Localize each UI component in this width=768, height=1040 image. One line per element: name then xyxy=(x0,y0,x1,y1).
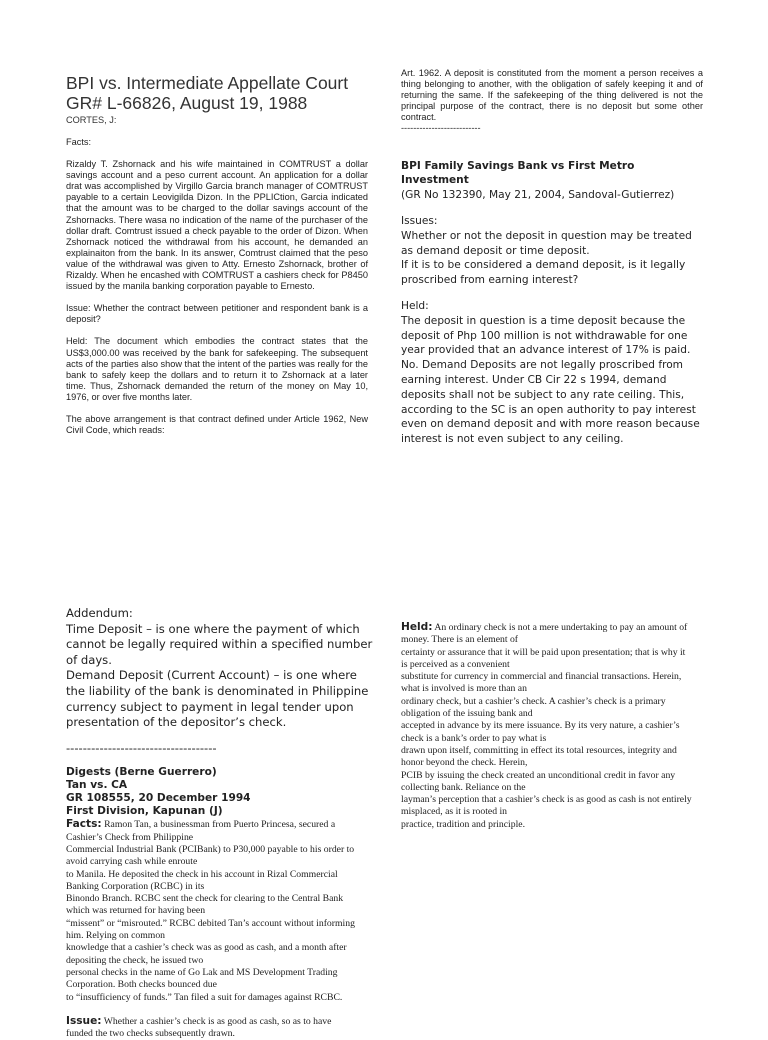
held-line: obligation of the issuing bank and xyxy=(401,708,533,720)
case-title-line2: GR# L-66826, August 19, 1988 xyxy=(66,93,308,113)
held-paragraph: The deposit in question is a time deposit because the deposit of Php 100 million is not withdrawable for one year provided that an advance interest of 17% is paid. No. Demand Deposits are not legally proscribed from earning interest. Under CB Cir 22 s 1994, demand deposits shall not be subject to any rate ceiling. This, according to the SC is an open authority to pay interest even on demand deposit and with more reason because interest is not even subject to any ceiling. xyxy=(401,314,700,446)
held-line: is perceived as a convenient xyxy=(401,658,510,670)
time-deposit-definition: Time Deposit – is one where the payment of which cannot be legally required within a specified number of days. xyxy=(66,621,373,667)
demand-deposit-definition: Demand Deposit (Current Account) – is one where the liability of the bank is denominated in Philippine currency subject to payment in legal tender upon presentation of the depositor’s check. xyxy=(66,668,369,730)
facts-line: him. Relying on common xyxy=(66,930,166,942)
held-paragraph: Held: The document which embodies the contract states that the US$3,000.00 was received by the bank for safekeeping. The subsequent acts of the parties also show that the intent of the parties was really for the bank to safely keep the dollars and to return it to Zshornack at a later time. Thus, Zshornack demanded the return of the money on May 10, 1976, or over five months later. xyxy=(66,336,368,402)
held-line: substitute for currency in commercial and financial transactions. Herein, xyxy=(401,671,682,683)
digests-label: Digests (Berne Guerrero) xyxy=(66,766,217,779)
right-bottom-column xyxy=(401,621,731,831)
facts-line: to Manila. He deposited the check in his account in Rizal Commercial xyxy=(66,868,338,880)
held-line: layman’s perception that a cashier’s check is as good as cash is not entirely xyxy=(401,794,692,806)
article-paragraph: Art. 1962. A deposit is constituted from the moment a person receives a thing belonging to another, with the obligation of safely keeping it and of returning the same. If the safekeeping of the thing delivered is not the principal purpose of the contract, there is no deposit but some other contract. xyxy=(401,68,703,123)
facts-line: to “insufficiency of funds.” Tan filed a suit for damages against RCBC. xyxy=(66,991,343,1003)
issue-line: Whether a cashier’s check is as good as cash, so as to have xyxy=(103,1015,332,1027)
held-label: Held: xyxy=(401,621,433,633)
left-bottom-column xyxy=(66,606,376,1040)
held-line: certainty or assurance that it will be paid upon presentation; that is why it xyxy=(401,646,686,658)
case-gr: GR 108555, 20 December 1994 xyxy=(66,792,251,805)
case-title: BPI Family Savings Bank vs First Metro Investment xyxy=(401,159,635,187)
held-line: collecting bank. Reliance on the xyxy=(401,781,526,793)
facts-block xyxy=(66,818,376,1040)
addendum-label: Addendum: xyxy=(66,606,133,620)
facts-line: depositing the check, he issued two xyxy=(66,954,204,966)
held-line: misplaced, as it is rooted in xyxy=(401,806,508,818)
facts-line: Commercial Industrial Bank (PCIBank) to P30,000 payable to his order to xyxy=(66,843,355,855)
facts-line: Binondo Branch. RCBC sent the check for clearing to the Central Bank xyxy=(66,893,344,905)
divider: ------------------------------------ xyxy=(66,740,217,755)
held-label: Held: xyxy=(401,299,429,312)
facts-line: “missent” or “misrouted.” RCBC debited Tan’s account without informing xyxy=(66,917,355,929)
issue-line: funded the two checks subsequently drawn. xyxy=(66,1028,235,1040)
facts-label: Facts: xyxy=(66,818,102,831)
held-line: PCIB by issuing the check created an unconditional credit in favor any xyxy=(401,769,676,781)
held-line: check is a bank’s order to pay what is xyxy=(401,732,547,744)
facts-line: which was returned for having been xyxy=(66,905,206,917)
held-line: ordinary check, but a cashier’s check. A cashier’s check is a primary xyxy=(401,695,666,707)
held-line: what is involved is more than an xyxy=(401,683,527,695)
divider: -------------------------- xyxy=(401,123,481,134)
facts-line: Banking Corporation (RCBC) in its xyxy=(66,880,205,892)
issue-label: Issue: xyxy=(66,1014,102,1027)
case-author: CORTES, J: xyxy=(66,115,117,125)
issue-paragraph: Issue: Whether the contract between petitioner and respondent bank is a deposit? xyxy=(66,303,368,325)
held-line: money. There is an element of xyxy=(401,634,519,646)
held-line: drawn upon itself, committing in effect its total resources, integrity and xyxy=(401,744,677,756)
issue-2: If it is to be considered a demand deposit, is it legally proscribed from earning interest? xyxy=(401,259,686,287)
issue-1: Whether or not the deposit in question may be treated as demand deposit or time deposit. xyxy=(401,229,692,257)
held-line: accepted in advance by its mere issuance. By its very nature, a cashier’s xyxy=(401,720,680,732)
held-line: practice, tradition and principle. xyxy=(401,818,526,830)
left-top-column xyxy=(66,73,368,436)
case-division: First Division, Kapunan (J) xyxy=(66,805,223,818)
case-title-line1: BPI vs. Intermediate Appellate Court xyxy=(66,73,349,93)
issues-label: Issues: xyxy=(401,214,438,227)
facts-line: knowledge that a cashier’s check was as good as cash, and a month after xyxy=(66,942,347,954)
facts-line: personal checks in the name of Go Lak and MS Development Trading xyxy=(66,966,338,978)
facts-label: Facts: xyxy=(66,137,92,147)
case-name: Tan vs. CA xyxy=(66,779,128,792)
facts-line: Corporation. Both checks bounced due xyxy=(66,979,217,991)
right-top-column xyxy=(401,68,703,447)
arrangement-paragraph: The above arrangement is that contract defined under Article 1962, New Civil Code, which reads: xyxy=(66,413,368,436)
facts-line: Cashier’s Check from Philippine xyxy=(66,831,194,843)
facts-paragraph: Rizaldy T. Zshornack and his wife maintained in COMTRUST a dollar savings account and a peso current account. An application for a dollar drat was accomplished by Virgillo Garcia branch manager of COMTRUST payable to a certain Leovigilda Dizon. In the PPLICtion, Garcia indicated that the amount was to be charged to the dollar savings account of the Zshornacks. There wasa no indication of the name of the purchaser of the dollar draft. Comtrust issued a check payable to the order of Dizon. When Zshornack noticed the withdrawal from his account, he demanded an explainaiton from the bank. In its answer, Comtrust claimed that the peso value of the withdrawal was given to Atty. Ernesto Zshornack, brother of Rizaldy. When he encashed with COMTRUST a cashiers check for P8450 issued by the manila banking corporation payable to Ernesto. xyxy=(66,159,368,292)
facts-line: Ramon Tan, a businessman from Puerto Princesa, secured a xyxy=(104,819,336,831)
case-citation: (GR No 132390, May 21, 2004, Sandoval-Gutierrez) xyxy=(401,189,675,202)
held-line: An ordinary check is not a mere undertaking to pay an amount of xyxy=(434,622,688,633)
held-line: honor beyond the check. Herein, xyxy=(401,757,528,769)
facts-line: avoid carrying cash while enroute xyxy=(66,856,198,868)
